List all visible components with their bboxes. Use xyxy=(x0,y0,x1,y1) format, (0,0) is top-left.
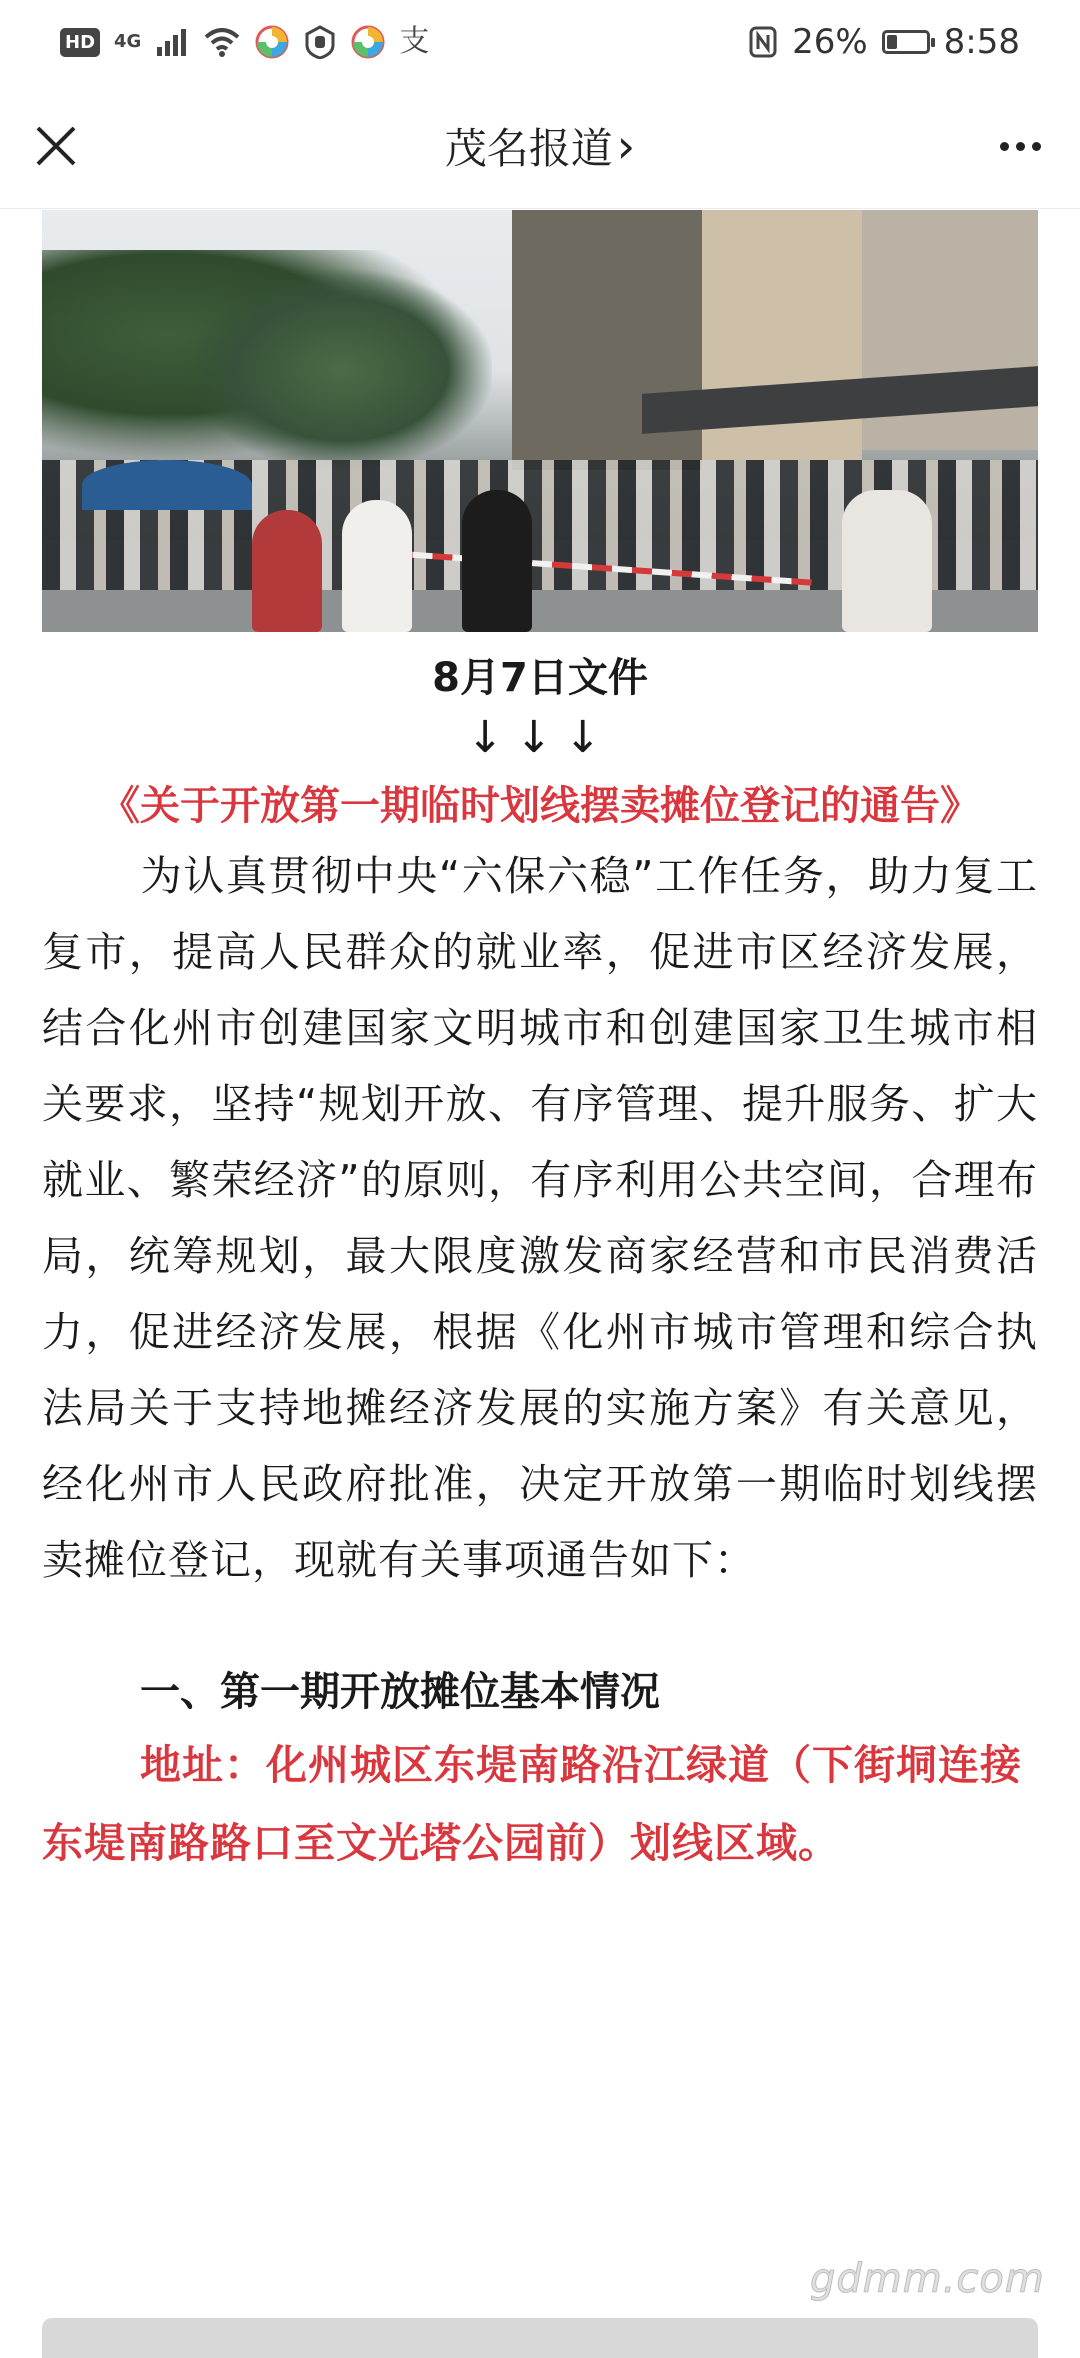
signal-icon xyxy=(114,33,141,51)
address-text-content: 地址：化州城区东堤南路沿江绿道（下街垌连接东堤南路路口至文光塔公园前）划线区域。 xyxy=(42,1741,1022,1867)
article-content xyxy=(42,210,1038,1882)
account-title-link[interactable] xyxy=(445,116,635,176)
battery-percent: 26% xyxy=(792,22,868,62)
nfc-icon xyxy=(748,25,778,59)
hand-shield-icon xyxy=(303,25,337,59)
status-bar xyxy=(0,0,1080,84)
down-arrows: ↓↓↓ xyxy=(466,712,614,763)
more-options-button[interactable] xyxy=(990,118,1050,174)
network-type-label: 4G xyxy=(114,31,142,52)
wifi-icon xyxy=(203,27,241,57)
alipay-icon: 支 xyxy=(399,24,430,59)
close-icon[interactable] xyxy=(28,118,84,174)
battery-icon xyxy=(882,30,930,54)
address-text xyxy=(42,1726,1038,1882)
status-bar-left xyxy=(60,25,429,59)
more-dot-icon xyxy=(1016,142,1025,151)
more-dot-icon xyxy=(1032,142,1041,151)
photo-person xyxy=(462,490,532,632)
hd-icon: HD xyxy=(60,28,100,57)
photo-person xyxy=(252,510,322,632)
photo-trees xyxy=(192,270,492,470)
site-watermark: gdmm.com xyxy=(810,2256,1045,2302)
app-notification-icon-2 xyxy=(351,25,385,59)
photo-person xyxy=(342,500,412,632)
document-date: 8月7日文件 xyxy=(432,655,648,701)
photo-person xyxy=(842,490,932,632)
next-image-card[interactable] xyxy=(42,2318,1038,2358)
status-bar-right xyxy=(748,22,1020,62)
app-notification-icon xyxy=(255,25,289,59)
photo-umbrella xyxy=(82,460,252,510)
notice-title: 《关于开放第一期临时划线摆卖摊位登记的通告》 xyxy=(100,783,980,829)
article-paragraph-text: 为认真贯彻中央“六保六稳”工作任务，助力复工复市，提高人民群众的就业率，促进市区经济发展，结合化州市创建国家文明城市和创建国家卫生城市相关要求，坚持“规划开放、有序管理、提升服务、扩大就业、繁荣经济”的原则，有序利用公共空间，合理布局，统筹规划，最大限度激发商家经营和市民消费活力，促进经济发展，根据《化州市城市管理和综合执法局关于支持地摊经济发展的实施方案》有关意见，经化州市人民政府批准，决定开放第一期临时划线摆卖摊位登记，现就有关事项通告如下： xyxy=(42,852,1038,1584)
account-title: 茂名报道 xyxy=(444,124,613,173)
article-paragraph xyxy=(42,838,1038,1598)
article-photo[interactable] xyxy=(42,210,1038,632)
chevron-right-icon: › xyxy=(616,119,636,173)
clock: 8:58 xyxy=(943,22,1020,62)
section-heading: 一、第一期开放摊位基本情况 xyxy=(140,1669,660,1715)
more-dot-icon xyxy=(1000,142,1009,151)
blank-line xyxy=(42,1598,1038,1658)
article-nav-bar xyxy=(0,84,1080,209)
signal-bars-icon xyxy=(155,27,189,57)
battery-level-fill xyxy=(887,35,897,49)
